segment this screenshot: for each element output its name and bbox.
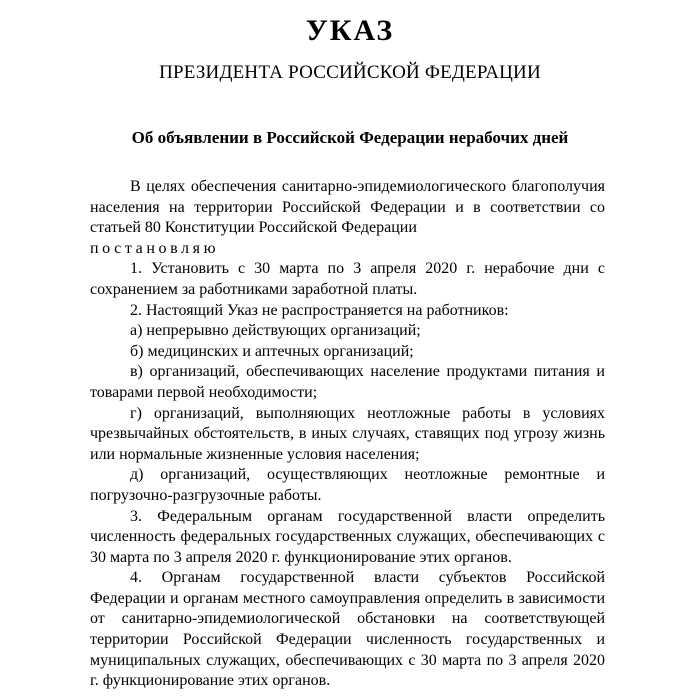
paragraph-1: 1. Установить с 30 марта по 3 апреля 2020 г. нерабочие дни с сохранением за работниками заработной платы. [90,260,605,298]
paragraph-2d: г) организаций, выполняющих неотложные работы в условиях чрезвычайных обстоятельств, в иных случаях, ставящих под угрозу жизнь или нормальные жизненные условия населения; [90,404,605,463]
document-heading: Об объявлении в Российской Федерации нерабочих дней [131,128,569,147]
paragraph-3: 3. Федеральным органам государственной власти определить численность федеральных государственных служащих, обеспечивающих с 30 марта по 3 апреля 2020 г. функционирование этих органов. [90,507,605,566]
document-body [90,177,605,692]
paragraph-2c: в) организаций, обеспечивающих население продуктами питания и товарами первой необходимости; [90,363,605,401]
paragraph-2b: б) медицинских и аптечных организаций; [130,342,414,360]
paragraph-2: 2. Настоящий Указ не распространяется на работников: [130,301,509,319]
decree-word: постановляю [90,239,220,257]
document-subtitle: ПРЕЗИДЕНТА РОССИЙСКОЙ ФЕДЕРАЦИИ [159,62,541,83]
document-title: УКАЗ [305,14,395,47]
paragraph-4: 4. Органам государственной власти субъектов Российской Федерации и органам местного самоуправления определить в зависимости от санитарно-эпидемиологической обстановки на соответствующей территории Российской Федерации численность государственных и муниципальных служащих, обеспечивающих с 30 марта по 3 апреля 2020 г. функционирование этих органов. [90,569,605,690]
paragraph-2a: а) непрерывно действующих организаций; [130,322,421,340]
paragraph-2e: д) организаций, осуществляющих неотложные ремонтные и погрузочно-разгрузочные работы. [90,466,605,504]
preamble-paragraph: В целях обеспечения санитарно-эпидемиологического благополучия населения на территории Российской Федерации и в соответствии со статьей 80 Конституции Российской Федерации [90,178,605,237]
